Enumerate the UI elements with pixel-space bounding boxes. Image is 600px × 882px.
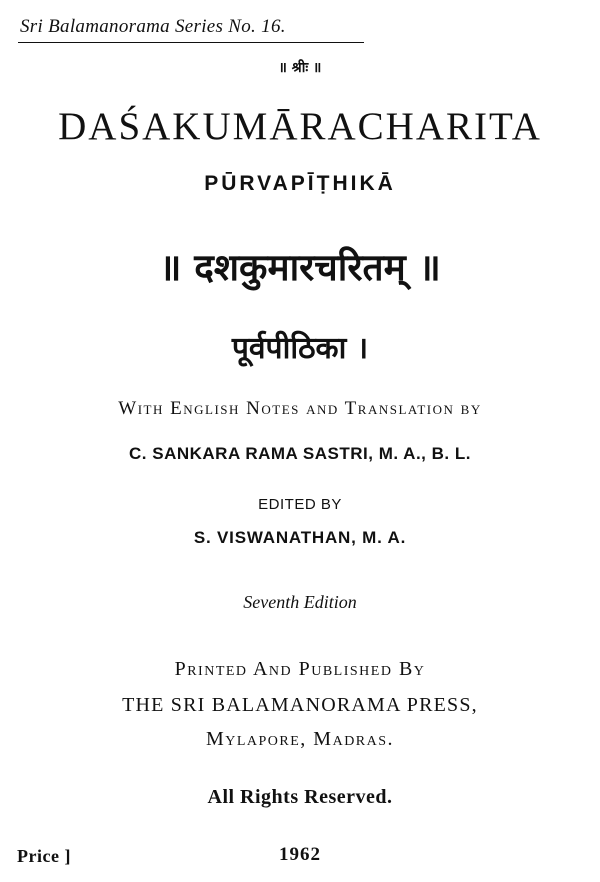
invocation: ॥ श्रीः ॥	[278, 60, 322, 76]
publication-year: 1962	[279, 844, 321, 865]
publisher-place: Mylapore, Madras.	[205, 728, 395, 750]
series-label: Sri Balamanorama Series No. 16.	[20, 16, 286, 37]
editor-name: S. VISWANATHAN, M. A.	[193, 528, 407, 547]
publisher-press-name: THE SRI BALAMANORAMA PRESS,	[122, 694, 478, 716]
book-subtitle-english: PŪRVAPĪṬHIKĀ	[204, 172, 396, 195]
author-name: C. SANKARA RAMA SASTRI, M. A., B. L.	[129, 444, 471, 463]
notes-translation-line: With English Notes and Translation by	[118, 398, 482, 419]
book-subtitle-sanskrit: पूर्वपीठिका ।	[231, 331, 369, 366]
price-label: Price ]	[17, 846, 71, 866]
rights-notice: All Rights Reserved.	[207, 786, 393, 808]
edition-label: Seventh Edition	[243, 592, 357, 612]
book-title-english: DAŚAKUMĀRACHARITA	[58, 105, 542, 148]
book-title-sanskrit: ॥ दशकुमारचरितम् ॥	[159, 246, 441, 289]
publisher-line-1: Printed And Published By	[174, 658, 426, 680]
series-underline	[18, 42, 364, 43]
edited-by-label: EDITED BY	[258, 496, 342, 513]
